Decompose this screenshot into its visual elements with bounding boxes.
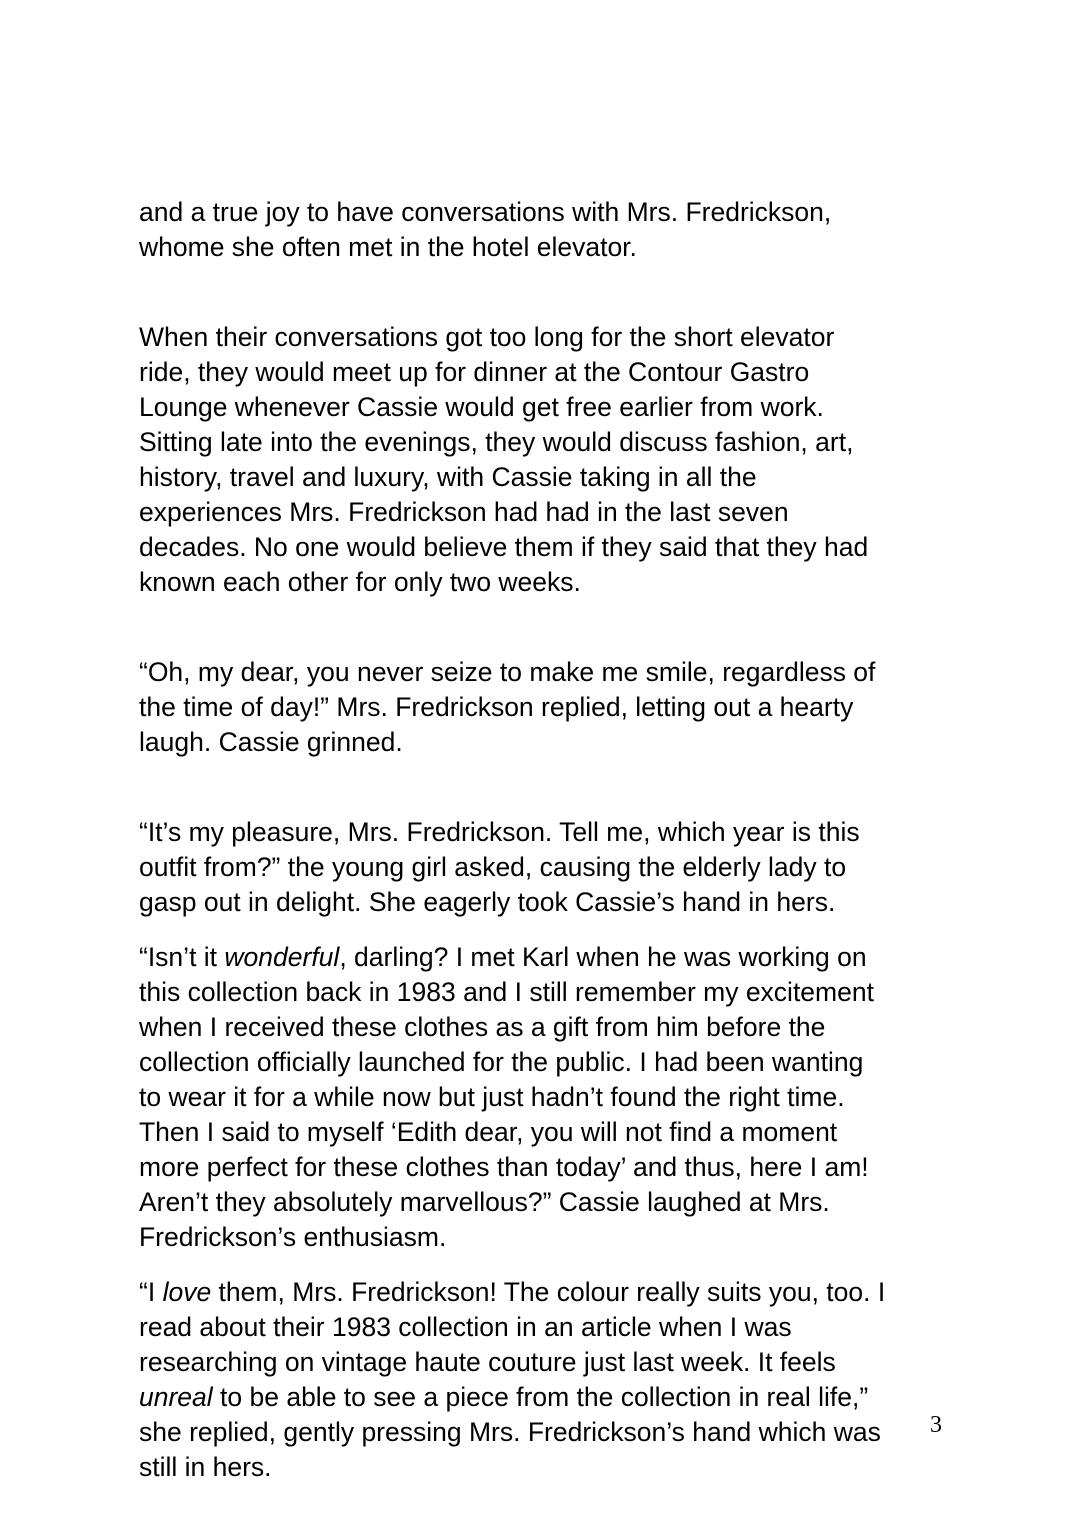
paragraph (139, 160, 949, 265)
text-run: “Oh, my dear, you never seize to make me smile, regardless of the time of day!” Mrs. Fredrickson replied, letting out a hearty laugh. Cassie grinned. (139, 657, 876, 757)
paragraph (139, 620, 949, 760)
text-run: When their conversations got too long for the short elevator ride, they would meet up for dinner at the Contour Gastro Lounge whenever Cassie would get free earlier from work. Sitting late into the evenings, they would discuss fashion, art, history, travel and luxury, with Cassie taking in all the experiences Mrs. Fredrickson had had in the last seven decades. No one would believe them if they said that they had known each other for only two weeks. (139, 322, 869, 597)
text-run: them, Mrs. Fredrickson! The colour really suits you, too. I read about their 1983 collection in an article when I was researching on vintage haute couture just last week. It feels (139, 1277, 886, 1377)
text-run: and a true joy to have conversations with Mrs. Fredrickson, whome she often met in the hotel elevator. (139, 197, 832, 262)
paragraph (139, 940, 949, 1255)
page-number: 3 (930, 1412, 942, 1438)
text-run: to be able to see a piece from the collection in real life,” she replied, gently pressing Mrs. Fredrickson’s hand which was still in hers. (139, 1382, 881, 1482)
text-run: “Isn’t it (139, 942, 225, 972)
italic-text-run: wonderful (224, 942, 340, 972)
text-run: “I (139, 1277, 163, 1307)
text-run: “It’s my pleasure, Mrs. Fredrickson. Tell me, which year is this outfit from?” the young girl asked, causing the elderly lady to gasp out in delight. She eagerly took Cassie’s hand in hers. (139, 817, 860, 917)
body-text (139, 160, 949, 1505)
text-run: , darling? I met Karl when he was working on this collection back in 1983 and I still remember my excitement when I received these clothes as a gift from him before the collection officially launched for the public. I had been wanting to wear it for a while now but just hadn’t found the right time. Then I said to myself ‘Edith dear, you will not find a moment more perfect for these clothes than today’ and thus, here I am! Aren’t they absolutely marvellous?” Cassie laughed at Mrs. Fredrickson’s enthusiasm. (139, 942, 874, 1252)
paragraph (139, 1275, 949, 1485)
italic-text-run: love (162, 1277, 212, 1307)
paragraph (139, 780, 949, 920)
italic-text-run: unreal (139, 1382, 213, 1412)
paragraph (139, 285, 949, 600)
